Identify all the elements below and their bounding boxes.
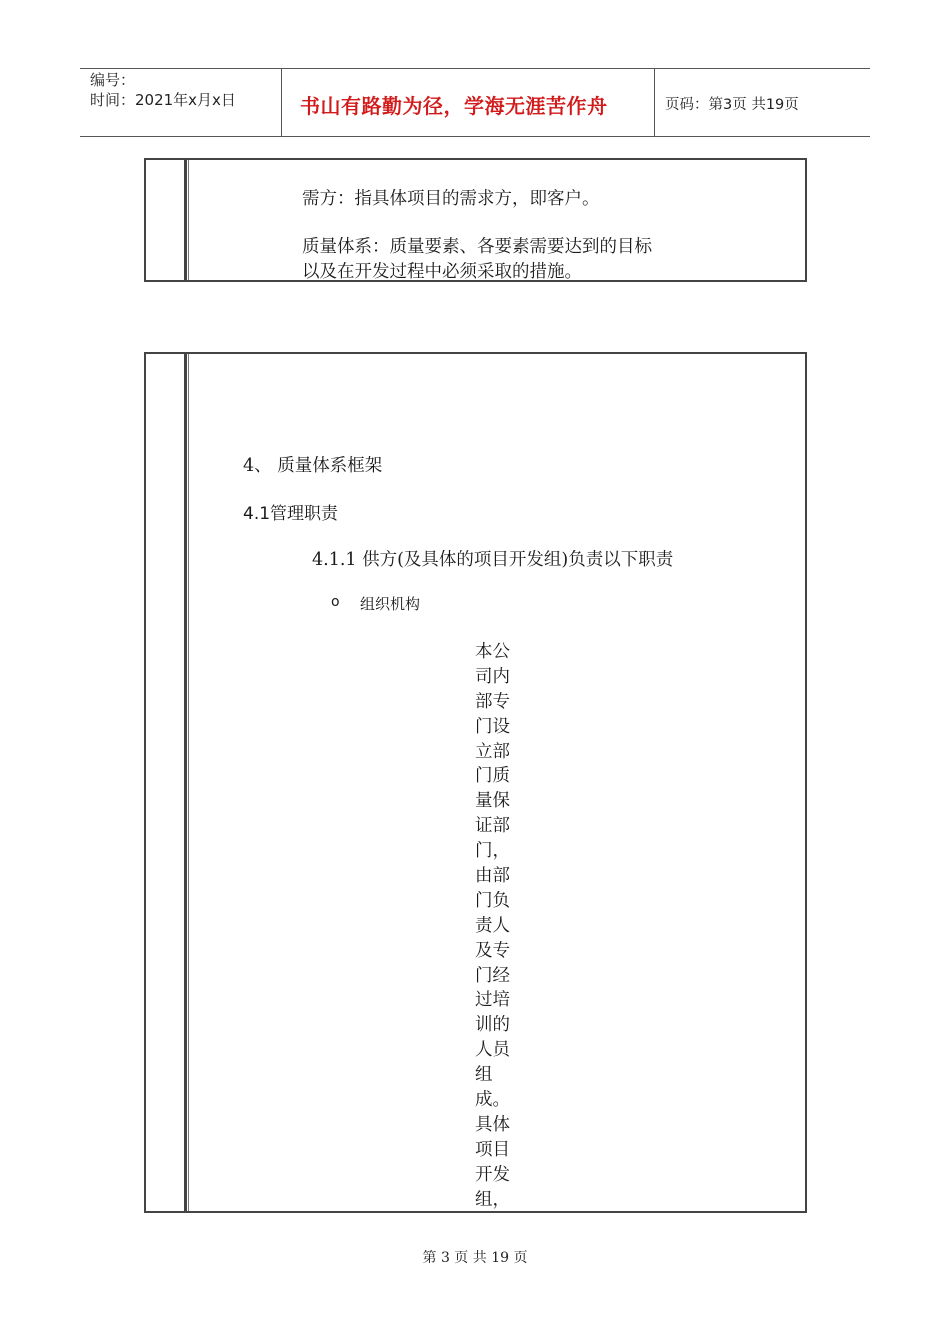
- column-text-line: 门设: [475, 716, 510, 737]
- column-text-line: 门经: [475, 965, 510, 986]
- column-text-line: 量保: [475, 791, 510, 812]
- header-number-label: 编号：: [90, 71, 136, 89]
- header-meta: [90, 70, 236, 110]
- column-text-line: 成。: [475, 1090, 510, 1111]
- header-bottom-rule: [80, 136, 870, 137]
- box-left-rule: [184, 160, 187, 280]
- column-text-line: 门，: [475, 841, 510, 862]
- header-top-rule: [80, 68, 870, 69]
- header-motto: 书山有路勤为径，学海无涯苦作舟: [300, 94, 608, 118]
- column-text-line: 立部: [475, 741, 510, 762]
- column-text-line: 人员: [475, 1040, 510, 1061]
- column-text-line: 训的: [475, 1015, 510, 1036]
- definition-demand-side: 需方：指具体项目的需求方，即客户。: [302, 189, 600, 209]
- organization-text-column: [475, 640, 519, 1212]
- column-text-line: 及专: [475, 940, 510, 961]
- definition-quality-system-line2: 以及在开发过程中必须采取的措施。: [302, 262, 582, 282]
- header-page-info: 页码：第3页 共19页: [665, 97, 799, 113]
- column-text-line: 门负: [475, 890, 510, 911]
- column-text-line: 部专: [475, 691, 510, 712]
- column-text-line: 过培: [475, 990, 510, 1011]
- subsection-heading: 4.1管理职责: [243, 504, 339, 524]
- column-text-line: 责人: [475, 915, 510, 936]
- column-text-line: 具体: [475, 1114, 510, 1135]
- header-divider-left: [281, 68, 282, 136]
- column-text-line: 司内: [475, 666, 510, 687]
- column-text-line: 证部: [475, 816, 510, 837]
- column-text-line: 由部: [475, 866, 510, 887]
- column-text-line: 组: [475, 1065, 493, 1086]
- section-heading: 4、 质量体系框架: [243, 456, 383, 476]
- header-time-label: 时间：2021年x月x日: [90, 91, 236, 109]
- header-divider-right: [654, 68, 655, 136]
- box-left-rule: [184, 354, 187, 1211]
- column-text-line: 组，: [475, 1189, 510, 1210]
- page-footer: 第 3 页 共 19 页: [422, 1250, 528, 1266]
- subsubsection-heading: 4.1.1 供方(及具体的项目开发组)负责以下职责: [312, 550, 674, 570]
- column-text-line: 本公: [475, 642, 510, 662]
- column-text-line: 项目: [475, 1139, 510, 1160]
- column-text-line: 开发: [475, 1164, 510, 1185]
- definition-quality-system-line1: 质量体系：质量要素、各要素需要达到的目标: [302, 237, 652, 257]
- bullet-label: 组织机构: [360, 595, 421, 613]
- bullet-symbol: o: [331, 594, 340, 610]
- column-text-line: 门质: [475, 766, 510, 787]
